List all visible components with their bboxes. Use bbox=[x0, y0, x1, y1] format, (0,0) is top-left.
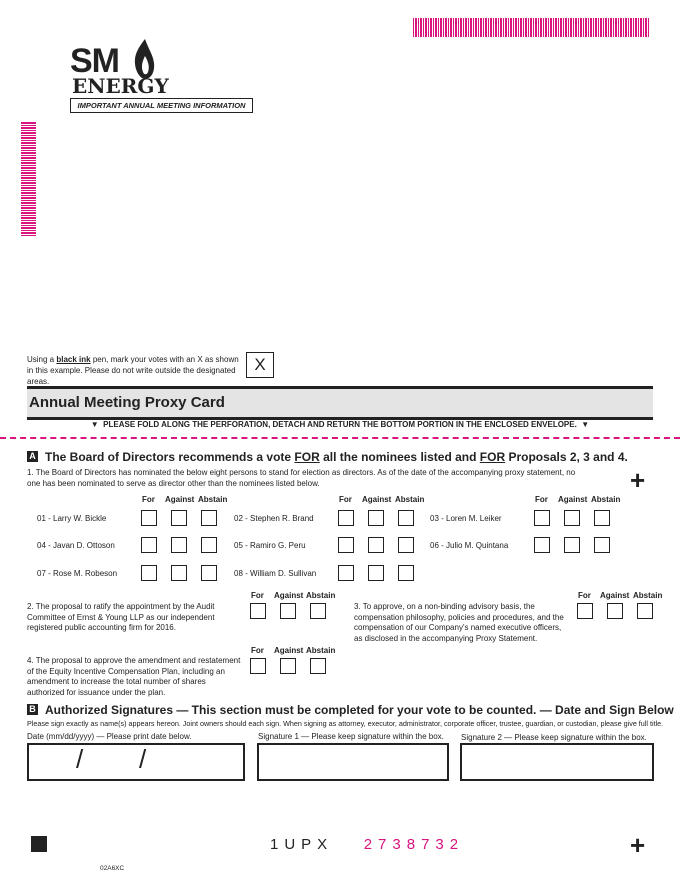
vote-abstain-checkbox[interactable] bbox=[310, 603, 326, 619]
signature-note: Please sign exactly as name(s) appears hereon. Joint owners should each sign. When signing as attorney, executor, administrator, corporate officer, trustee, guardian, or custodian, please give full title. bbox=[27, 719, 664, 728]
nominee-label: 04 - Javan D. Ottoson bbox=[37, 541, 115, 550]
vote-abstain-checkbox[interactable] bbox=[201, 537, 217, 553]
signature-2-label: Signature 2 — Please keep signature within the box. bbox=[461, 733, 647, 742]
signature-1-box[interactable] bbox=[257, 743, 449, 781]
vote-for-checkbox[interactable] bbox=[141, 537, 157, 553]
logo-sm-text: SM bbox=[70, 42, 119, 80]
section-b-title: Authorized Signatures — This section must be completed for your vote to be counted. — Date and Sign Below bbox=[45, 703, 674, 717]
page-title: Annual Meeting Proxy Card bbox=[29, 394, 225, 411]
vote-abstain-checkbox[interactable] bbox=[594, 510, 610, 526]
vote-against-checkbox[interactable] bbox=[368, 537, 384, 553]
vote-abstain-checkbox[interactable] bbox=[310, 658, 326, 674]
item-1-text: 1. The Board of Directors has nominated the below eight persons to stand for election as directors. As of the date of the accompanying proxy statement, no one has been nominated to serve as director other than the nominees listed below. bbox=[27, 468, 576, 488]
vote-for-checkbox[interactable] bbox=[250, 658, 266, 674]
date-label: Date (mm/dd/yyyy) — Please print date below. bbox=[27, 732, 192, 741]
col-abstain: Abstain bbox=[395, 495, 425, 504]
vote-against-checkbox[interactable] bbox=[171, 510, 187, 526]
vote-against-checkbox[interactable] bbox=[280, 658, 296, 674]
vote-against-checkbox[interactable] bbox=[368, 565, 384, 581]
signature-2-box[interactable] bbox=[460, 743, 654, 781]
vote-against-checkbox[interactable] bbox=[368, 510, 384, 526]
vote-against-checkbox[interactable] bbox=[564, 537, 580, 553]
vote-abstain-checkbox[interactable] bbox=[201, 510, 217, 526]
col-against: Against bbox=[274, 646, 304, 655]
vote-for-checkbox[interactable] bbox=[338, 565, 354, 581]
nominee-label: 06 - Julio M. Quintana bbox=[430, 541, 509, 550]
meeting-info-tagline: IMPORTANT ANNUAL MEETING INFORMATION bbox=[70, 98, 253, 113]
vote-abstain-checkbox[interactable] bbox=[201, 565, 217, 581]
logo-energy-text: ENERGY bbox=[72, 74, 169, 98]
vote-abstain-checkbox[interactable] bbox=[398, 510, 414, 526]
vote-against-checkbox[interactable] bbox=[171, 537, 187, 553]
section-a-title: The Board of Directors recommends a vote FOR all the nominees listed and FOR Proposals 2, 3 and 4. bbox=[45, 450, 628, 464]
nominee-label: 05 - Ramiro G. Peru bbox=[234, 541, 306, 550]
vote-for-checkbox[interactable] bbox=[534, 510, 550, 526]
date-separator: / bbox=[139, 744, 147, 774]
date-field[interactable] bbox=[27, 743, 245, 781]
vote-for-checkbox[interactable] bbox=[141, 565, 157, 581]
vote-for-checkbox[interactable] bbox=[141, 510, 157, 526]
vote-for-checkbox[interactable] bbox=[534, 537, 550, 553]
col-for: For bbox=[578, 591, 591, 600]
example-mark-box: X bbox=[246, 352, 274, 378]
nominee-label: 03 - Loren M. Leiker bbox=[430, 514, 502, 523]
proposal-4-text: 4. The proposal to approve the amendment and restatement of the Equity Incentive Compensation Plan, including an amendment to increase the total number of shares authorized for issuance under the plan. bbox=[27, 656, 241, 697]
registration-mark bbox=[31, 836, 47, 852]
footer-code: 1UPX 2738732 bbox=[270, 836, 465, 853]
nominee-label: 08 - William D. Sullivan bbox=[234, 569, 317, 578]
vote-abstain-checkbox[interactable] bbox=[637, 603, 653, 619]
nominee-label: 02 - Stephen R. Brand bbox=[234, 514, 314, 523]
signature-1-label: Signature 1 — Please keep signature within the box. bbox=[258, 732, 444, 741]
vote-against-checkbox[interactable] bbox=[280, 603, 296, 619]
col-for: For bbox=[535, 495, 548, 504]
proposal-3-text: 3. To approve, on a non-binding advisory basis, the compensation philosophy, policies and procedures, and the compensation of our Company's named executive officers, as disclosed in the accompanying Proxy Statement. bbox=[354, 602, 564, 643]
vote-against-checkbox[interactable] bbox=[564, 510, 580, 526]
col-abstain: Abstain bbox=[306, 591, 336, 600]
col-against: Against bbox=[600, 591, 630, 600]
title-bar bbox=[27, 386, 653, 420]
col-against: Against bbox=[362, 495, 392, 504]
nominee-label: 07 - Rose M. Robeson bbox=[37, 569, 118, 578]
down-triangle-icon: ▼ bbox=[581, 420, 590, 429]
col-abstain: Abstain bbox=[633, 591, 663, 600]
plus-mark-icon: + bbox=[630, 465, 646, 495]
col-against: Against bbox=[274, 591, 304, 600]
form-id: 02A6XC bbox=[100, 865, 125, 872]
col-abstain: Abstain bbox=[591, 495, 621, 504]
section-a-badge: A bbox=[27, 451, 38, 462]
col-against: Against bbox=[165, 495, 195, 504]
vote-abstain-checkbox[interactable] bbox=[398, 565, 414, 581]
down-triangle-icon: ▼ bbox=[90, 420, 99, 429]
col-for: For bbox=[339, 495, 352, 504]
nominee-label: 01 - Larry W. Bickle bbox=[37, 514, 107, 523]
perforation-line bbox=[0, 437, 680, 439]
proposal-2-text: 2. The proposal to ratify the appointment by the Audit Committee of Ernst & Young LLP as our independent registered public accounting firm for 2016. bbox=[27, 602, 215, 632]
col-abstain: Abstain bbox=[198, 495, 228, 504]
vote-against-checkbox[interactable] bbox=[171, 565, 187, 581]
barcode-top bbox=[413, 18, 650, 37]
col-for: For bbox=[251, 646, 264, 655]
vote-for-checkbox[interactable] bbox=[338, 537, 354, 553]
vote-for-checkbox[interactable] bbox=[338, 510, 354, 526]
col-for: For bbox=[251, 591, 264, 600]
col-abstain: Abstain bbox=[306, 646, 336, 655]
vote-abstain-checkbox[interactable] bbox=[398, 537, 414, 553]
vote-abstain-checkbox[interactable] bbox=[594, 537, 610, 553]
section-b-badge: B bbox=[27, 704, 38, 715]
barcode-side bbox=[21, 121, 36, 236]
vote-against-checkbox[interactable] bbox=[607, 603, 623, 619]
date-separator: / bbox=[76, 744, 84, 774]
fold-notice: ▼ PLEASE FOLD ALONG THE PERFORATION, DETACH AND RETURN THE BOTTOM PORTION IN THE ENCLOSED ENVELOPE. ▼ bbox=[90, 420, 590, 429]
vote-for-checkbox[interactable] bbox=[577, 603, 593, 619]
marking-instructions: Using a black ink pen, mark your votes with an X as shown in this example. Please do not write outside the designated areas. bbox=[27, 355, 239, 386]
vote-for-checkbox[interactable] bbox=[250, 603, 266, 619]
col-for: For bbox=[142, 495, 155, 504]
col-against: Against bbox=[558, 495, 588, 504]
plus-mark-icon: + bbox=[630, 830, 646, 860]
